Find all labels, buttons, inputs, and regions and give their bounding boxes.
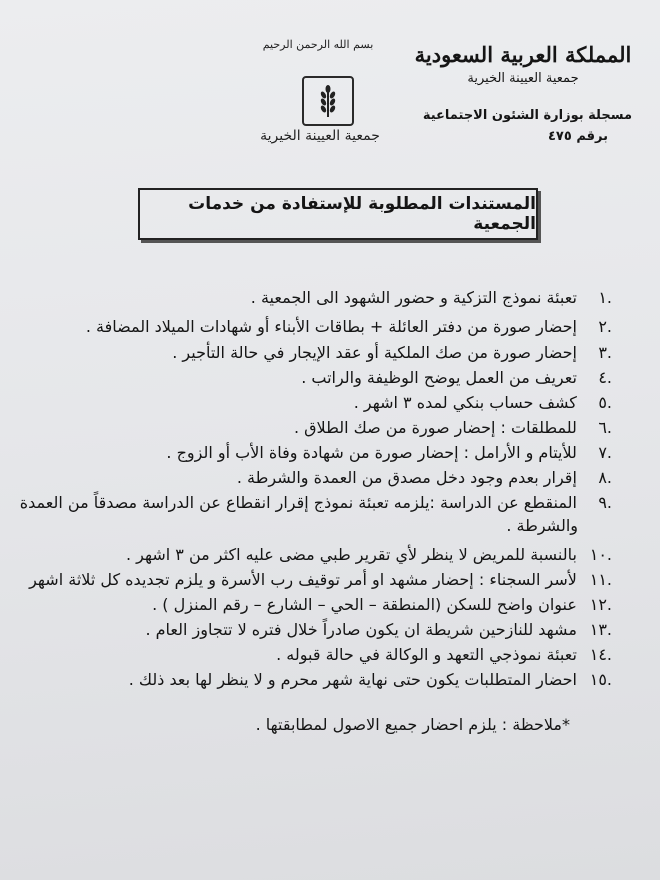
letterhead-right <box>408 42 638 148</box>
item-number: .٩ <box>598 493 612 512</box>
list-item <box>166 442 612 463</box>
list-item <box>152 594 612 615</box>
list-item <box>354 392 612 413</box>
item-number: .١٢ <box>589 595 612 614</box>
item-text: للمطلقات : إحضار صورة من صك الطلاق . <box>293 418 577 437</box>
list-item <box>29 569 612 590</box>
association-logo <box>302 76 354 126</box>
list-item <box>172 342 612 363</box>
item-number: .١٣ <box>589 620 612 639</box>
basmala: بسم الله الرحمن الرحيم <box>262 38 374 51</box>
list-item <box>251 287 612 308</box>
registration-number: برقم ٤٧٥ <box>547 129 608 144</box>
item-number: .٣ <box>598 343 612 362</box>
item-number: .١٥ <box>589 670 612 689</box>
item-number: .٦ <box>598 418 612 437</box>
item-number: .٧ <box>598 443 612 462</box>
item-text: كشف حساب بنكي لمده ٣ اشهر . <box>353 393 577 412</box>
item-text: احضار المتطلبات يكون حتى نهاية شهر محرم و لا ينظر لها بعد ذلك . <box>128 670 577 689</box>
item-number: .٨ <box>598 468 612 487</box>
logo-caption: جمعية العيينة الخيرية <box>260 128 380 144</box>
item-text: تعبئة نموذجي التعهد و الوكالة في حالة قبوله . <box>276 645 577 664</box>
item-number: .٥ <box>598 393 612 412</box>
item-text: تعريف من العمل يوضح الوظيفة والراتب . <box>301 368 577 387</box>
list-item <box>294 417 612 438</box>
list-item <box>145 619 612 640</box>
item-number: .١ <box>598 288 612 307</box>
list-item <box>276 644 612 665</box>
item-number: .١٤ <box>589 645 612 664</box>
association-name: جمعية العيينة الخيرية <box>467 71 579 86</box>
item-number: .١١ <box>589 570 612 589</box>
list-item <box>129 669 612 690</box>
list-item <box>301 367 612 388</box>
item-text: عنوان واضح للسكن (المنطقة – الحي – الشارع – رقم المنزل ) . <box>152 595 577 614</box>
item-text: المنقطع عن الدراسة :يلزمه تعبئة نموذج إقرار انقطاع عن الدراسة مصدقاً من العمدة <box>19 493 577 512</box>
item-text: للأيتام و الأرامل : إحضار صورة من شهادة وفاة الأب أو الزوج . <box>166 443 577 462</box>
footnote: *ملاحظة : يلزم احضار جميع الاصول لمطابقتها . <box>255 715 570 734</box>
item-text: إحضار صورة من صك الملكية أو عقد الإيجار في حالة التأجير . <box>172 343 577 362</box>
item-text: بالنسبة للمريض لا ينظر لأي تقرير طبي مضى عليه اكثر من ٣ اشهر . <box>125 545 577 564</box>
item-number: .٤ <box>598 368 612 387</box>
list-item <box>86 316 612 337</box>
item-text: إقرار بعدم وجود دخل مصدق من العمدة والشرطة . <box>236 468 577 487</box>
list-item <box>20 492 612 513</box>
list-item <box>237 467 612 488</box>
item-text: إحضار صورة من دفتر العائلة + بطاقات الأبناء أو شهادات الميلاد المضافة . <box>85 317 577 336</box>
item-text: لأسر السجناء : إحضار مشهد او أمر توقيف رب الأسرة و يلزم تجديده كل ثلاثة اشهر <box>29 570 577 589</box>
title-text: المستندات المطلوبة للإستفادة من خدمات الجمعية <box>188 194 536 234</box>
item-number: .١٠ <box>589 545 612 564</box>
item-number: .٢ <box>598 317 612 336</box>
list-item-continuation: والشرطة . <box>506 516 578 535</box>
list-item <box>126 544 612 565</box>
registration-line: مسجلة بوزارة الشئون الاجتماعية <box>422 108 632 123</box>
document-title <box>138 188 538 240</box>
item-text: تعبئة نموذج التزكية و حضور الشهود الى الجمعية . <box>250 288 577 307</box>
kingdom-heading: المملكة العربية السعودية <box>414 42 632 67</box>
item-text: مشهد للنازحين شريطة ان يكون صادراً خلال فتره لا تتجاوز العام . <box>145 620 577 639</box>
wheat-icon <box>313 83 343 119</box>
